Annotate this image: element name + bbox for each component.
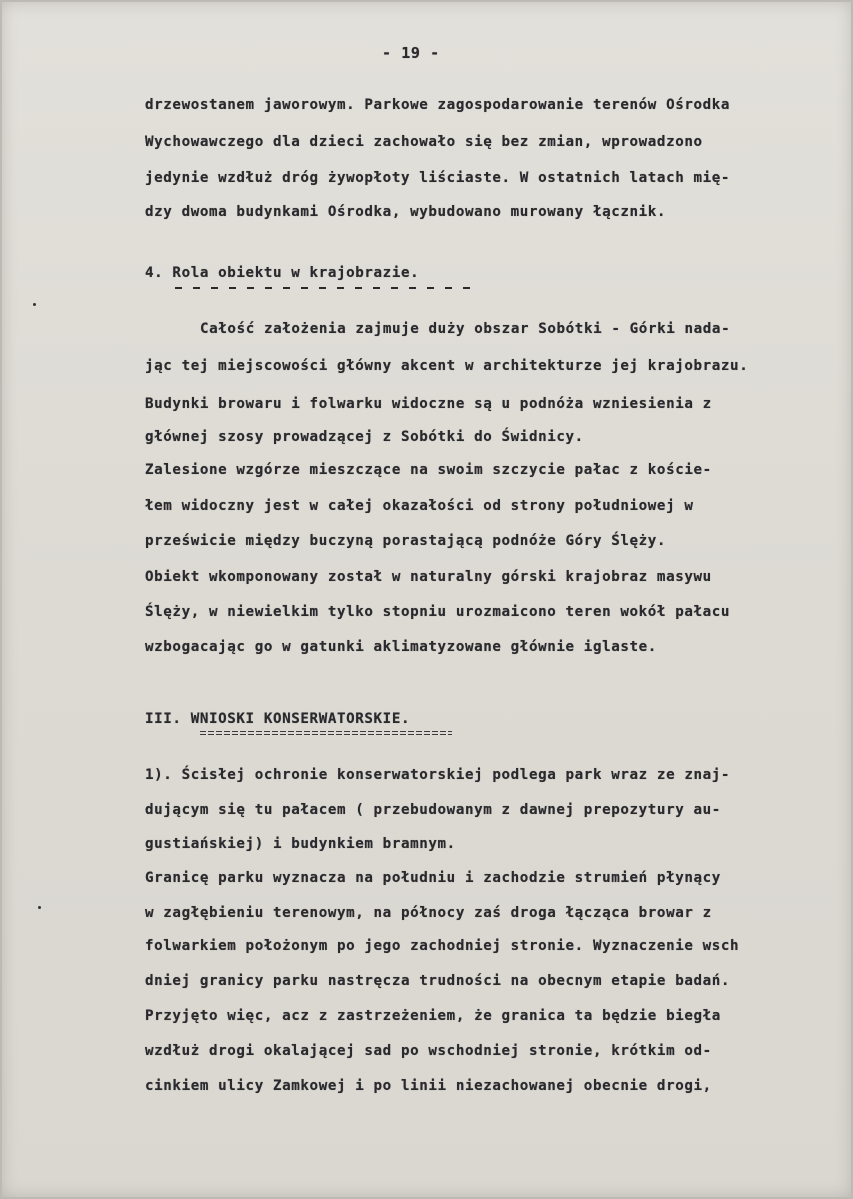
text-line: Budynki browaru i folwarku widoczne są u podnóża wzniesienia z [145,396,712,412]
text-line: 1). Ścisłej ochronie konserwatorskiej podlega park wraz ze znaj- [145,767,731,783]
text-line: wzbogacając go w gatunki aklimatyzowane głównie iglaste. [145,639,657,655]
text-line: Przyjęto więc, acz z zastrzeżeniem, że granica ta będzie biegła [145,1008,721,1024]
text-line: Zalesione wzgórze mieszczące na swoim szczycie pałac z koście- [145,462,712,478]
text-line: jąc tej miejscowości główny akcent w architekturze jej krajobrazu. [145,358,749,374]
text-line: w zagłębieniu terenowym, na północy zaś droga łącząca browar z [145,905,712,921]
heading-underline-double [200,731,452,735]
text-line: Całość założenia zajmuje duży obszar Sobótki - Górki nada- [200,321,731,337]
heading-underline-dashed [175,287,475,289]
text-line: łem widoczny jest w całej okazałości od strony południowej w [145,498,694,514]
text-line: Ślęży, w niewielkim tylko stopniu urozmaicono teren wokół pałacu [145,604,731,620]
section-heading-wnioski: III. WNIOSKI KONSERWATORSKIE. [145,711,411,727]
text-line: dniej granicy parku nastręcza trudności na obecnym etapie badań. [145,973,731,989]
text-line: jedynie wzdłuż dróg żywopłoty liściaste. W ostatnich latach mię- [145,170,731,186]
paper-speck [33,303,36,306]
text-line: głównej szosy prowadzącej z Sobótki do Świdnicy. [145,429,584,445]
text-line: dzy dwoma budynkami Ośrodka, wybudowano murowany łącznik. [145,204,667,220]
text-line: drzewostanem jaworowym. Parkowe zagospodarowanie terenów Ośrodka [145,97,731,113]
text-line: gustiańskiej) i budynkiem bramnym. [145,836,456,852]
text-line: Obiekt wkomponowany został w naturalny górski krajobraz masywu [145,569,712,585]
text-line: folwarkiem położonym po jego zachodniej stronie. Wyznaczenie wsch [145,938,740,954]
text-line: Granicę parku wyznacza na południu i zachodzie strumień płynący [145,870,721,886]
text-line: Wychowawczego dla dzieci zachowało się bez zmian, wprowadzono [145,134,703,150]
text-line: cinkiem ulicy Zamkowej i po linii niezachowanej obecnie drogi, [145,1078,712,1094]
paper-speck [38,906,41,909]
text-line: prześwicie między buczyną porastającą podnóże Góry Ślęży. [145,533,667,549]
section-heading-rola-obiektu: 4. Rola obiektu w krajobrazie. [145,265,420,281]
page-number: - 19 - [382,44,440,62]
text-line: dującym się tu pałacem ( przebudowanym z dawnej prepozytury au- [145,802,721,818]
text-line: wzdłuż drogi okalającej sad po wschodniej stronie, krótkim od- [145,1043,712,1059]
